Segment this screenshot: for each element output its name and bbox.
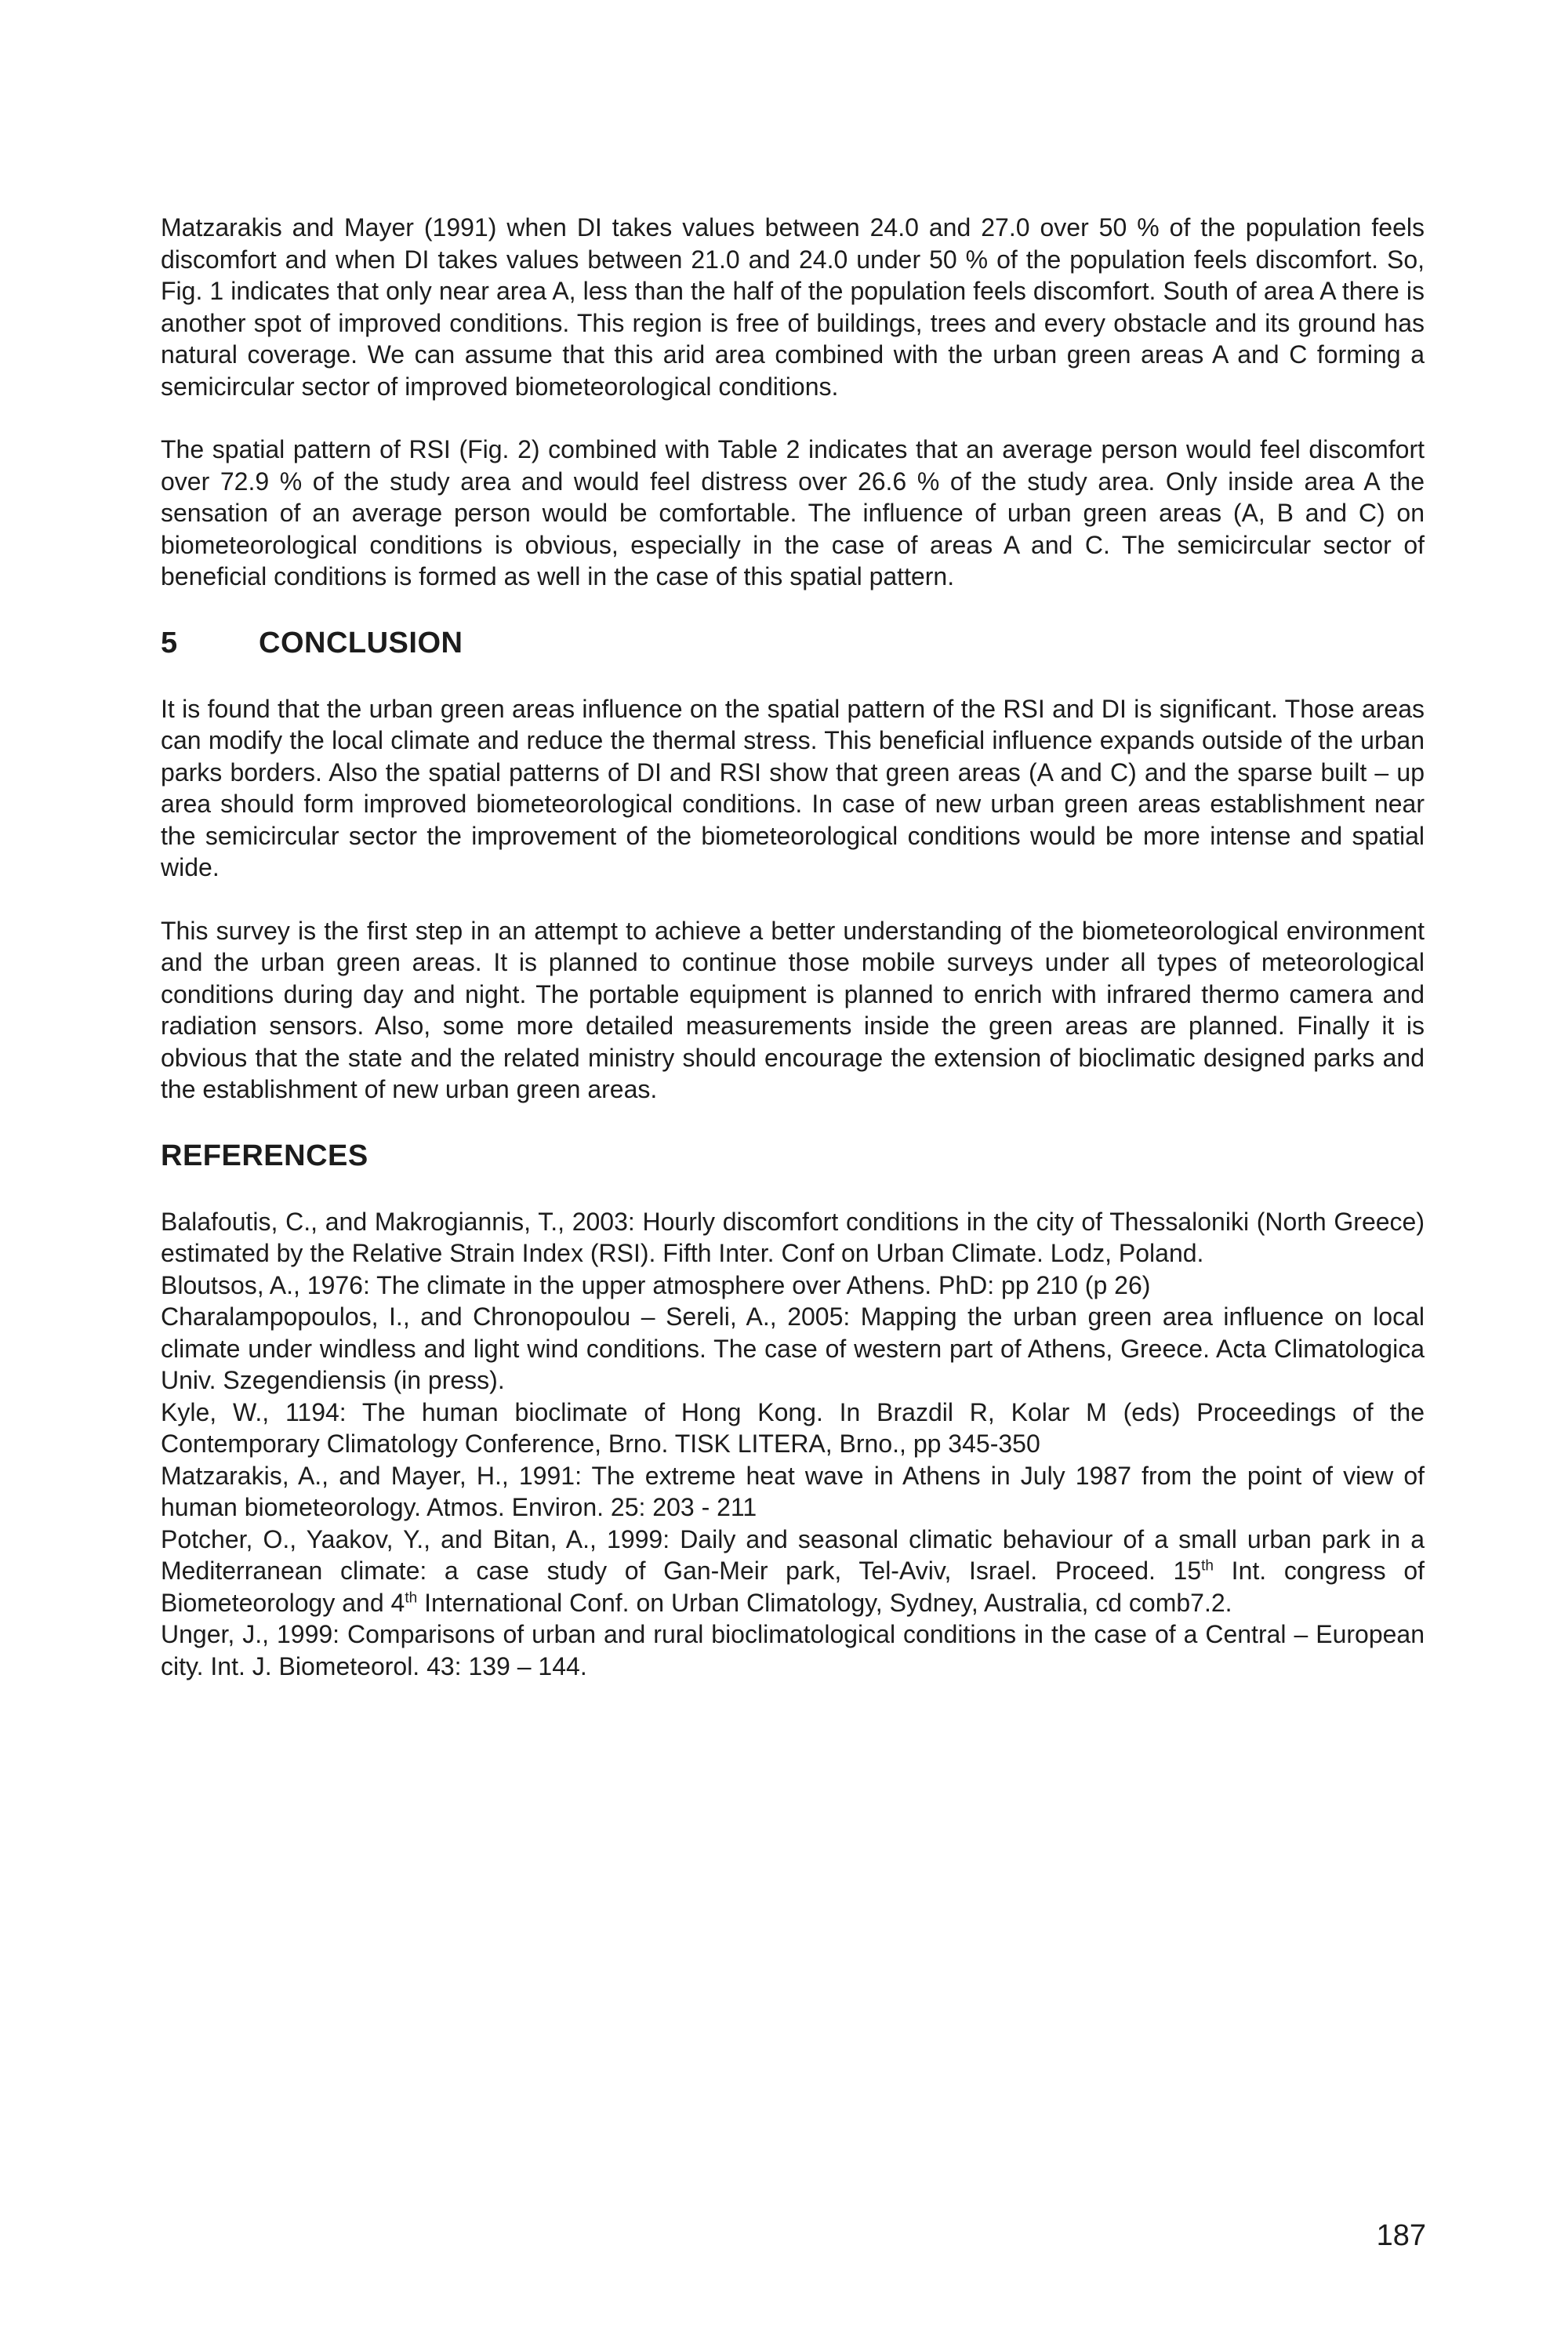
superscript-ordinal: th bbox=[1201, 1557, 1214, 1575]
reference-item: Matzarakis, A., and Mayer, H., 1991: The extreme heat wave in Athens in July 1987 from the point of view of human biometeorology. Atmos. Environ. 25: 203 - 211 bbox=[161, 1461, 1425, 1521]
conclusion-paragraph-2: This survey is the first step in an attempt to achieve a better understanding of the biometeorological environment and the urban green areas. It is planned to continue those mobile surveys under all types of meteorological conditions during day and night. The portable equipment is planned to enrich with infrared thermo camera and radiation sensors. Also, some more detailed measurements inside the green areas are planned. Finally it is obvious that the state and the related ministry should encourage the extension of bioclimatic designed parks and the establishment of new urban green areas. bbox=[161, 916, 1425, 1103]
page-number: 187 bbox=[1376, 2219, 1426, 2252]
body-paragraph-di: Matzarakis and Mayer (1991) when DI takes values between 24.0 and 27.0 over 50 % of the population feels discomfort and when DI takes values between 21.0 and 24.0 under 50 % of the population feels discomfort. So, Fig. 1 indicates that only near area A, less than the half of the population feels discomfort. South of area A there is another spot of improved conditions. This region is free of buildings, trees and every obstacle and its ground has natural coverage. We can assume that this arid area combined with the urban green areas A and C forming a semicircular sector of improved biometeorological conditions. bbox=[161, 213, 1425, 401]
reference-item-potcher bbox=[161, 1524, 1425, 1619]
reference-item: Unger, J., 1999: Comparisons of urban and rural bioclimatological conditions in the case of a Central – European city. Int. J. Biometeorol. 43: 139 – 144. bbox=[161, 1620, 1425, 1680]
reference-item: Bloutsos, A., 1976: The climate in the upper atmosphere over Athens. PhD: pp 210 (p 26) bbox=[161, 1270, 1151, 1299]
body-paragraph-rsi: The spatial pattern of RSI (Fig. 2) combined with Table 2 indicates that an average person would feel discomfort over 72.9 % of the study area and would feel distress over 26.6 % of the study area. Only inside area A the sensation of an average person would be comfortable. The influence of urban green areas (A, B and C) on biometeorological conditions is obvious, especially in the case of areas A and C. The semicircular sector of beneficial conditions is formed as well in the case of this spatial pattern. bbox=[161, 435, 1425, 590]
reference-text: Int. congress of Biometeorology and 4 bbox=[161, 1557, 1425, 1617]
conclusion-title: CONCLUSION bbox=[259, 626, 463, 659]
reference-item: Charalampopoulos, I., and Chronopoulou – Sereli, A., 2005: Mapping the urban green area influence on local climate under windless and light wind conditions. The case of western part of Athens, Greece. Acta Climatologica Univ. Szegendiensis (in press). bbox=[161, 1302, 1425, 1394]
references-heading: REFERENCES bbox=[161, 1139, 368, 1172]
references-list bbox=[161, 1206, 1425, 1683]
conclusion-heading bbox=[161, 626, 1425, 660]
conclusion-paragraph-1: It is found that the urban green areas influence on the spatial pattern of the RSI and DI is significant. Those areas can modify the local climate and reduce the thermal stress. This beneficial influence expands outside of the urban parks borders. Also the spatial patterns of DI and RSI show that green areas (A and C) and the sparse built – up area should form improved biometeorological conditions. In case of new urban green areas establishment near the semicircular sector the improvement of the biometeorological conditions would be more intense and spatial wide. bbox=[161, 694, 1425, 881]
reference-text: International Conf. on Urban Climatology, Sydney, Australia, cd comb7.2. bbox=[417, 1588, 1232, 1617]
reference-item: Balafoutis, C., and Makrogiannis, T., 2003: Hourly discomfort conditions in the city of Thessaloniki (North Greece) estimated by the Relative Strain Index (RSI). Fifth Inter. Conf on Urban Climate. Lodz, Poland. bbox=[161, 1207, 1425, 1267]
reference-item: Kyle, W., 1194: The human bioclimate of Hong Kong. In Brazdil R, Kolar M (eds) Proceedings of the Contemporary Climatology Conference, Brno. TISK LITERA, Brno., pp 345-350 bbox=[161, 1397, 1425, 1458]
conclusion-section-number: 5 bbox=[161, 626, 178, 659]
reference-text: Potcher, O., Yaakov, Y., and Bitan, A., 1999: Daily and seasonal climatic behaviour of a small urban park in a Mediterranean climate: a case study of Gan-Meir park, Tel-Aviv, Israel. Proceed. 15 bbox=[161, 1524, 1425, 1585]
page-content bbox=[161, 212, 1425, 1682]
superscript-ordinal: th bbox=[405, 1589, 418, 1606]
